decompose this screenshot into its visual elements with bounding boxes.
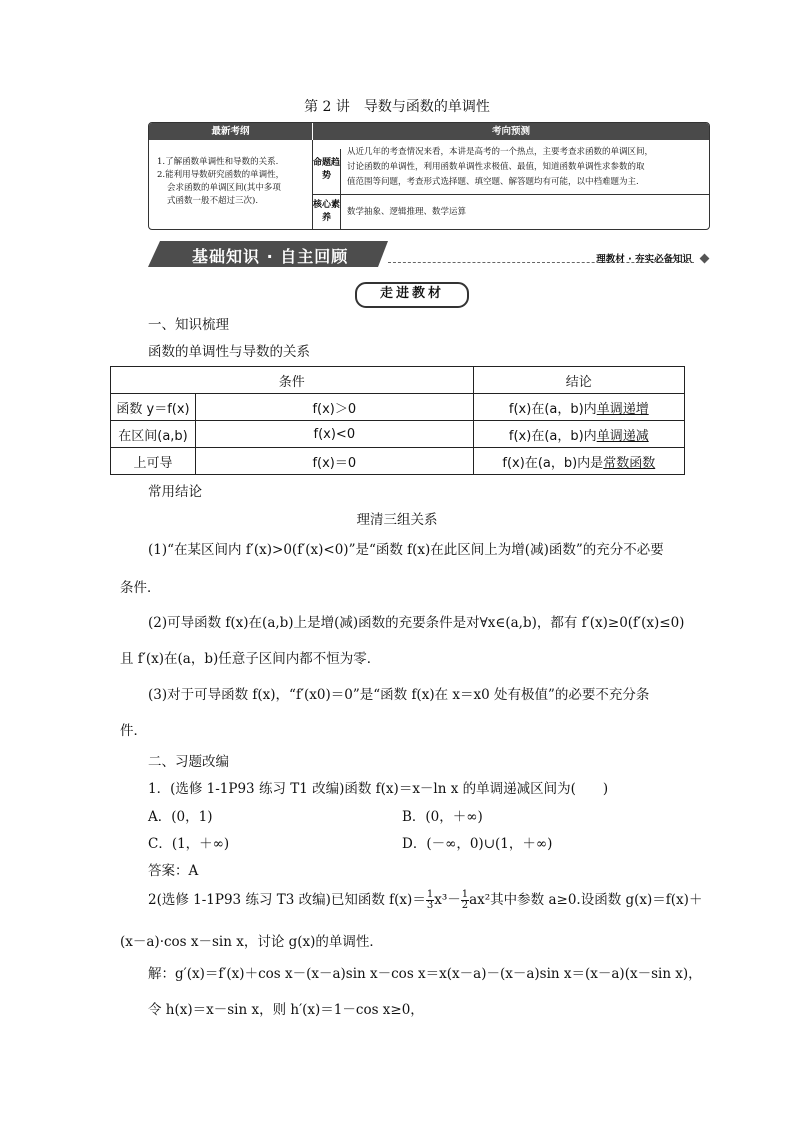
paragraph-line: 且 f′(x)在(a，b)任意子区间内都不恒为零． <box>120 651 381 667</box>
fraction-numerator: 1 <box>461 889 469 900</box>
section-heading: 一、知识梳理 <box>148 317 229 333</box>
question-1: 1．(选修 1-1P93 练习 T1 改编)函数 f(x)＝x－ln x 的单调递减区间为( ) <box>148 781 609 797</box>
syllabus-list <box>149 140 313 229</box>
paragraph-line: 条件． <box>120 580 161 596</box>
syllabus-item: 式函数一般不超过三次). <box>167 196 259 206</box>
conclusion-cell <box>473 421 684 448</box>
banner-title: 基础知识 · 自主回顾 <box>192 247 349 266</box>
trend-label: 命题趋势 <box>313 149 341 205</box>
row-divider <box>313 194 709 195</box>
option-d: D．(－∞，0)∪(1，＋∞) <box>402 836 553 852</box>
row-label-cell: 函数 y＝f(x) <box>111 394 196 421</box>
conclusion-key: 单调递减 <box>596 428 649 444</box>
fraction <box>426 890 434 911</box>
monotonicity-table <box>110 366 685 475</box>
diamond-icon <box>700 254 710 264</box>
answer: 答案：A <box>148 863 199 879</box>
syllabus-item: 1.了解函数单调性和导数的关系. <box>157 157 279 167</box>
row-label-cell: 上可导 <box>111 448 196 475</box>
paragraph-line: 件． <box>120 723 147 739</box>
option-c: C．(1，＋∞) <box>148 836 230 852</box>
question-2-part: ax²其中参数 a≥0.设函数 g(x)＝f(x)＋ <box>469 892 703 908</box>
trend-line: 从近几年的考查情况来看，本讲是高考的一个热点，主要考查求函数的单调区间， <box>347 147 654 157</box>
section-banner <box>148 241 708 269</box>
header-exam-forecast: 考向预测 <box>313 123 709 140</box>
table-header-condition: 条件 <box>111 367 474 394</box>
row-label-cell: 在区间(a,b) <box>111 421 196 448</box>
common-conclusions-heading: 常用结论 <box>148 484 202 500</box>
banner-subtitle: 理教材 · 夯实必备知识 <box>596 254 692 265</box>
conclusion-prefix: f(x)在(a，b)内 <box>508 428 597 444</box>
table-header-conclusion: 结论 <box>473 367 684 394</box>
trend-line: 值范围等问题，考查形式选择题、填空题、解答题均有可能，以中档难题为主. <box>347 177 639 187</box>
option-a: A．(0，1) <box>148 809 213 825</box>
page-title: 第 2 讲 导数与函数的单调性 <box>304 99 490 115</box>
subsection-heading: 函数的单调性与导数的关系 <box>148 344 310 360</box>
condition-cell: f(x)<0 <box>196 421 474 448</box>
exam-info-table <box>148 122 710 230</box>
question-2-line: (x－a)·cos x－sin x，讨论 g(x)的单调性． <box>120 934 383 950</box>
trend-line: 讨论函数的单调性，利用函数单调性求极值、最值，知道函数单调性求参数的取 <box>347 162 645 172</box>
condition-cell: f(x)＞0 <box>196 394 474 421</box>
core-literacy-label: 核心素养 <box>313 195 341 229</box>
conclusion-prefix: f(x)在(a，b)内 <box>508 401 597 417</box>
conclusion-prefix: f(x)在(a，b)内是 <box>502 455 604 471</box>
header-latest-syllabus: 最新考纲 <box>149 123 313 140</box>
condition-cell: f(x)＝0 <box>196 448 474 475</box>
paragraph-line: (1)“在某区间内 f′(x)>0(f′(x)<0)”是“函数 f(x)在此区间上为增(减)函数”的充分不必要 <box>148 542 664 558</box>
syllabus-item: 2.能利用导数研究函数的单调性， <box>157 170 285 180</box>
conclusion-cell <box>473 394 684 421</box>
question-2-part: 2(选修 1-1P93 练习 T3 改编)已知函数 f(x)＝ <box>148 892 426 908</box>
fraction-numerator: 1 <box>426 889 434 900</box>
fraction-denominator: 2 <box>461 900 469 911</box>
core-literacy-text: 数学抽象、逻辑推理、数学运算 <box>347 207 467 217</box>
conclusion-key: 常数函数 <box>603 455 656 471</box>
fraction <box>461 890 469 911</box>
question-2 <box>148 888 702 911</box>
option-b: B．(0，＋∞) <box>402 809 483 825</box>
section-heading: 二、习题改编 <box>148 754 229 770</box>
paragraph-line: (3)对于可导函数 f(x)，“f′(x0)＝0”是“函数 f(x)在 x＝x0 处有极值”的必要不充分条 <box>148 687 650 703</box>
solution-line: 解：g′(x)＝f′(x)＋cos x－(x－a)sin x－cos x＝x(x－a)－(x－a)sin x＝(x－a)(x－sin x)， <box>148 966 702 982</box>
paragraph-line: (2)可导函数 f(x)在(a,b)上是增(减)函数的充要条件是对∀x∈(a,b)，都有 f′(x)≥0(f′(x)≤0) <box>148 615 685 631</box>
syllabus-item: 会求函数的单调区间(其中多项 <box>167 183 281 193</box>
fraction-denominator: 3 <box>426 900 434 911</box>
solution-line: 令 h(x)＝x－sin x，则 h′(x)＝1－cos x≥0， <box>148 1002 424 1018</box>
conclusion-cell <box>473 448 684 475</box>
question-2-part: x³－ <box>434 892 461 908</box>
conclusion-key: 单调递增 <box>596 401 649 417</box>
section-tag: 走进教材 <box>355 282 469 308</box>
centered-heading: 理清三组关系 <box>356 512 438 528</box>
